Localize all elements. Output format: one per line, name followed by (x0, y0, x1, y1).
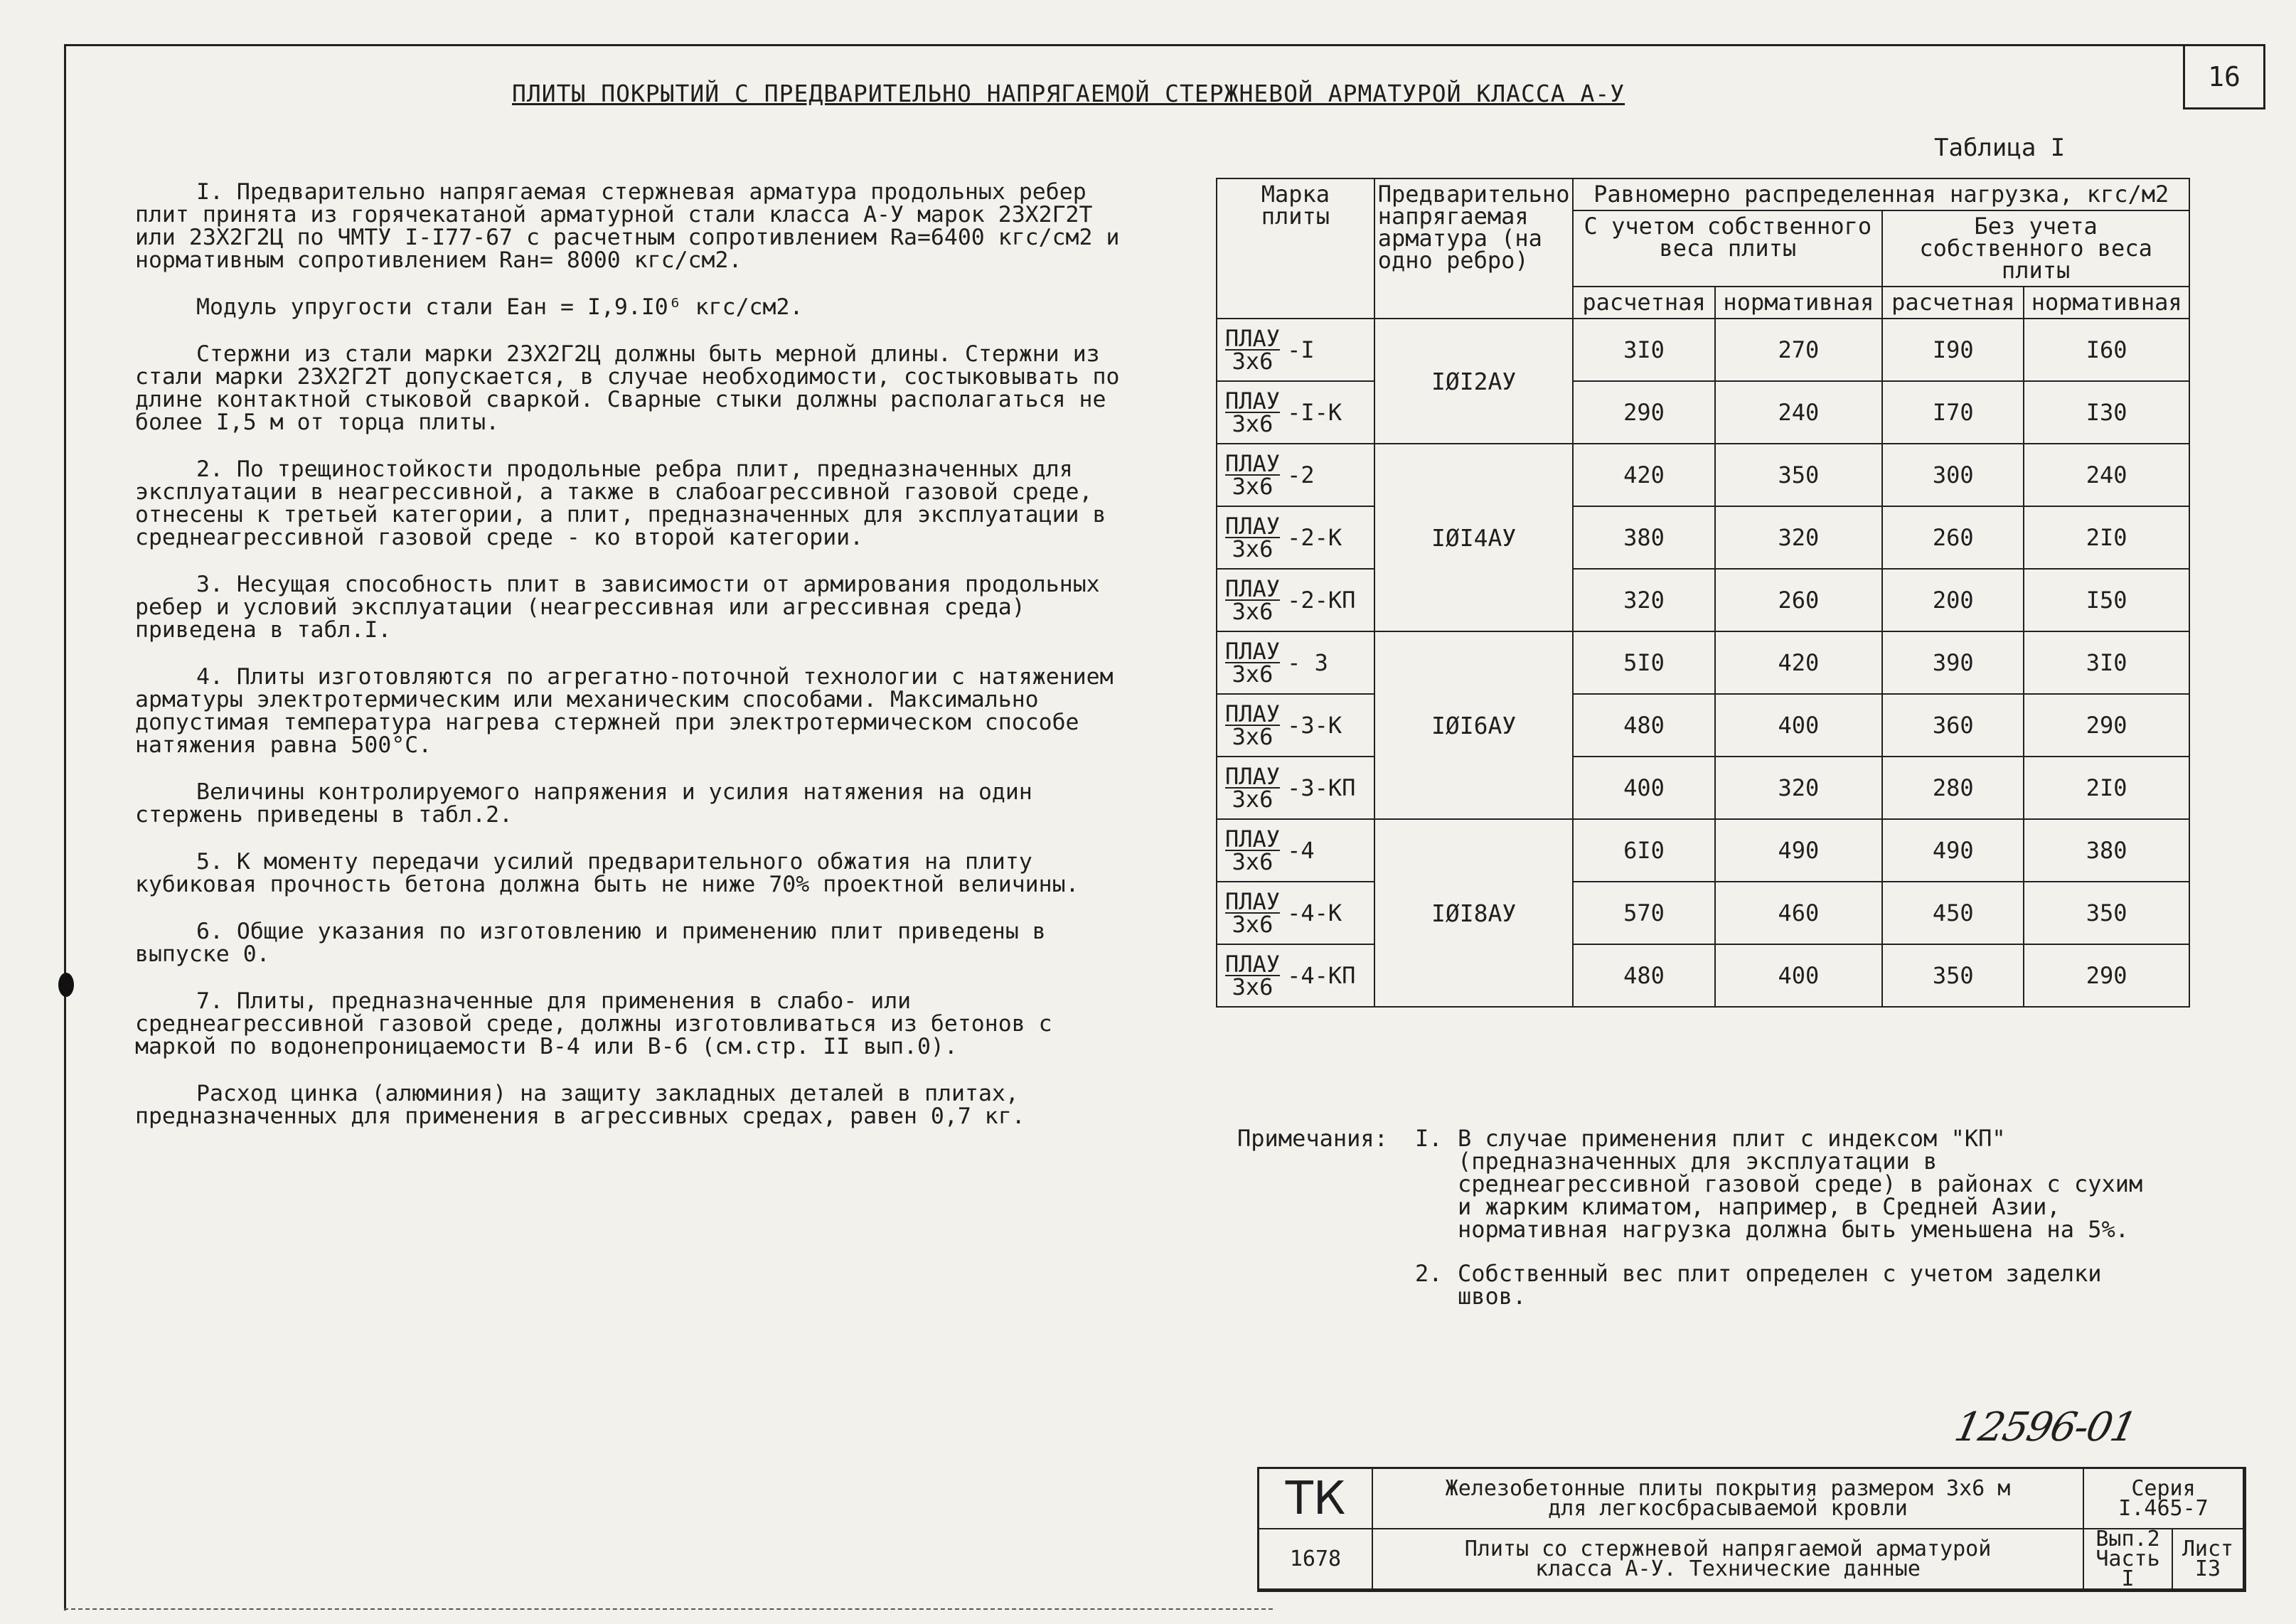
table-row (1217, 381, 2189, 444)
header-calc-2: расчетная (1882, 287, 2024, 319)
cell-calc-with-weight: 5I0 (1573, 631, 1714, 694)
cell-calc-without-weight: 360 (1882, 694, 2024, 757)
table-row (1217, 757, 2189, 819)
mark-suffix: -I (1287, 336, 1315, 363)
table-row (1217, 819, 2189, 882)
stamp-code: 1678 (1259, 1529, 1373, 1590)
mark-suffix: -4-КП (1287, 962, 1356, 989)
cell-mark (1217, 444, 1374, 506)
mark-denominator: 3х6 (1232, 473, 1274, 500)
cell-mark (1217, 882, 1374, 944)
note-1-text: В случае применения плит с индексом "КП" (предназначенных для эксплуатации в среднеагрессивной газовой среде) в районах с сухим и жарким климатом, например, в Средней Азии, нормативная нагрузка должна быть уменьшена на 5%. (1458, 1125, 2143, 1243)
header-norm-2: нормативная (2024, 287, 2189, 319)
title-block (1257, 1467, 2246, 1592)
header-load: Равномерно распределенная нагрузка, кгс/м2 (1573, 178, 2189, 210)
cell-calc-with-weight: 420 (1573, 444, 1714, 506)
paragraph-modulus: Модуль упругости стали Eан = I,9.I0⁶ кгс/см2. (196, 294, 803, 320)
stamp-series: Серия I.465-7 (2084, 1469, 2244, 1529)
cell-norm-with-weight: 460 (1715, 882, 1883, 944)
table-row (1217, 944, 2189, 1007)
table-row (1217, 444, 2189, 506)
header-without-weight: Без учета собственного веса плиты (1882, 210, 2189, 287)
cell-norm-with-weight: 320 (1715, 757, 1883, 819)
cell-calc-without-weight: I90 (1882, 319, 2024, 381)
note-1-number: I. (1415, 1125, 1443, 1152)
cell-mark (1217, 694, 1374, 757)
cell-norm-with-weight: 350 (1715, 444, 1883, 506)
paragraph-5: 5. К моменту передачи усилий предварительного обжатия на плиту кубиковая прочность бетона должна быть не ниже 70% проектной величины. (135, 849, 1079, 897)
cell-calc-with-weight: 400 (1573, 757, 1714, 819)
table-row (1217, 506, 2189, 569)
mark-denominator: 3х6 (1232, 723, 1274, 750)
mark-denominator: 3х6 (1232, 661, 1274, 688)
notes-heading: Примечания: (1237, 1125, 1388, 1152)
mark-denominator: 3х6 (1232, 786, 1274, 813)
mark-suffix: -2-КП (1287, 587, 1356, 614)
paragraph-3: 3. Несущая способность плит в зависимости от армирования продольных ребер и условий эксплуатации (неагрессивная или агрессивная среда) приведена в табл.I. (135, 572, 1100, 643)
paragraph-zinc: Расход цинка (алюминия) на защиту закладных деталей в плитах, предназначенных для применения в агрессивных средах, равен 0,7 кг. (135, 1081, 1025, 1129)
cell-norm-without-weight: 2I0 (2024, 757, 2189, 819)
cell-mark (1217, 506, 1374, 569)
cell-calc-with-weight: 480 (1573, 694, 1714, 757)
cell-calc-without-weight: 450 (1882, 882, 2024, 944)
cell-norm-without-weight: 350 (2024, 882, 2189, 944)
header-norm-1: нормативная (1715, 287, 1883, 319)
cell-mark (1217, 319, 1374, 381)
cell-norm-without-weight: 290 (2024, 944, 2189, 1007)
paragraph-6: 6. Общие указания по изготовлению и применению плит приведены в выпуске 0. (135, 919, 1046, 967)
mark-denominator: 3х6 (1232, 598, 1274, 625)
mark-denominator: 3х6 (1232, 410, 1274, 437)
mark-denominator: 3х6 (1232, 535, 1274, 562)
table-row (1217, 631, 2189, 694)
cell-mark (1217, 944, 1374, 1007)
mark-numerator: ПЛАУ (1225, 826, 1281, 853)
mark-numerator: ПЛАУ (1225, 638, 1281, 665)
cell-calc-with-weight: 3I0 (1573, 319, 1714, 381)
cell-norm-with-weight: 270 (1715, 319, 1883, 381)
frame-bottom-line (64, 1608, 1273, 1610)
stamp-sheet: Лист I3 (2173, 1529, 2244, 1590)
header-mark: Марка плиты (1217, 178, 1374, 319)
cell-norm-with-weight: 320 (1715, 506, 1883, 569)
load-table (1216, 178, 2190, 1008)
mark-numerator: ПЛАУ (1225, 450, 1281, 477)
cell-mark (1217, 381, 1374, 444)
mark-suffix: -3-КП (1287, 774, 1356, 801)
cell-reinforcement: IØI4АУ (1374, 444, 1574, 631)
mark-numerator: ПЛАУ (1225, 700, 1281, 727)
cell-norm-without-weight: I50 (2024, 569, 2189, 631)
cell-calc-with-weight: 290 (1573, 381, 1714, 444)
cell-norm-without-weight: 290 (2024, 694, 2189, 757)
cell-calc-without-weight: 350 (1882, 944, 2024, 1007)
page-number: 16 (2183, 44, 2265, 109)
stamp-description-1: Железобетонные плиты покрытия размером 3х6 м для легкосбрасываемой кровли (1373, 1469, 2084, 1529)
table-row (1217, 694, 2189, 757)
cell-reinforcement: IØI8АУ (1374, 819, 1574, 1007)
cell-norm-without-weight: 240 (2024, 444, 2189, 506)
cell-norm-with-weight: 400 (1715, 944, 1883, 1007)
cell-reinforcement: IØI6АУ (1374, 631, 1574, 819)
paragraph-tension: Величины контролируемого напряжения и усилия натяжения на один стержень приведены в табл.2. (135, 779, 1032, 828)
cell-calc-with-weight: 320 (1573, 569, 1714, 631)
page-title: ПЛИТЫ ПОКРЫТИЙ С ПРЕДВАРИТЕЛЬНО НАПРЯГАЕМОЙ СТЕРЖНЕВОЙ АРМАТУРОЙ КЛАССА А-У (512, 80, 1625, 107)
mark-denominator: 3х6 (1232, 973, 1274, 1000)
cell-calc-without-weight: 390 (1882, 631, 2024, 694)
header-calc-1: расчетная (1573, 287, 1714, 319)
cell-calc-with-weight: 480 (1573, 944, 1714, 1007)
mark-suffix: -2 (1287, 461, 1315, 488)
note-2-text: Собственный вес плит определен с учетом заделки швов. (1458, 1260, 2102, 1310)
cell-norm-with-weight: 240 (1715, 381, 1883, 444)
mark-numerator: ПЛАУ (1225, 575, 1281, 602)
table-caption: Таблица I (1934, 134, 2066, 162)
cell-norm-with-weight: 490 (1715, 819, 1883, 882)
mark-suffix: -4 (1287, 837, 1315, 864)
header-with-weight: С учетом собственного веса плиты (1573, 210, 1882, 287)
cell-norm-with-weight: 260 (1715, 569, 1883, 631)
paragraph-4: 4. Плиты изготовляются по агрегатно-поточной технологии с натяжением арматуры электротермическим или механическим способами. Максимально допустимая температура нагрева стержней при электротермическом способе натяжения равна 500°С. (135, 664, 1114, 758)
mark-suffix: -2-К (1287, 524, 1342, 551)
mark-numerator: ПЛАУ (1225, 325, 1281, 352)
cell-calc-without-weight: 260 (1882, 506, 2024, 569)
cell-calc-without-weight: 280 (1882, 757, 2024, 819)
cell-calc-with-weight: 570 (1573, 882, 1714, 944)
cell-calc-without-weight: 300 (1882, 444, 2024, 506)
cell-norm-without-weight: 3I0 (2024, 631, 2189, 694)
table-row (1217, 882, 2189, 944)
mark-denominator: 3х6 (1232, 911, 1274, 938)
mark-numerator: ПЛАУ (1225, 951, 1281, 978)
stamp-tk: ТК (1259, 1469, 1373, 1529)
paragraph-1: I. Предварительно напрягаемая стержневая арматура продольных ребер плит принята из горячекатаной арматурной стали класса А-У марок 23Х2Г2Т или 23Х2Г2Ц по ЧМТУ I-I77-67 с расчетным сопротивлением Rа=6400 кгс/см2 и нормативным сопротивлением Rан= 8000 кгс/см2. (135, 179, 1120, 273)
cell-mark (1217, 819, 1374, 882)
handwritten-archive-number: 12596-01 (1950, 1404, 2140, 1451)
paragraph-7: 7. Плиты, предназначенные для применения в слабо- или среднеагрессивной газовой среде, должны изготовливаться из бетонов с маркой по водонепроницаемости В-4 или В-6 (см.стр. II вып.0). (135, 988, 1052, 1059)
mark-numerator: ПЛАУ (1225, 763, 1281, 790)
mark-suffix: -4-К (1287, 899, 1342, 926)
cell-norm-with-weight: 420 (1715, 631, 1883, 694)
table-row (1217, 319, 2189, 381)
mark-denominator: 3х6 (1232, 348, 1274, 375)
cell-calc-with-weight: 380 (1573, 506, 1714, 569)
cell-reinforcement: IØI2АУ (1374, 319, 1574, 444)
stamp-description-2: Плиты со стержневой напрягаемой арматурой класса А-У. Технические данные (1373, 1529, 2084, 1590)
mark-numerator: ПЛАУ (1225, 388, 1281, 415)
cell-calc-without-weight: I70 (1882, 381, 2024, 444)
binding-hole-mark (58, 973, 74, 997)
header-reinforcement: Предварительно напрягаемая арматура (на одно ребро) (1374, 178, 1574, 319)
cell-norm-without-weight: 2I0 (2024, 506, 2189, 569)
mark-denominator: 3х6 (1232, 848, 1274, 875)
mark-suffix: -3-К (1287, 712, 1342, 739)
specification-text (135, 181, 1131, 1152)
mark-suffix: - 3 (1287, 649, 1328, 676)
cell-mark (1217, 631, 1374, 694)
stamp-issue: Вып.2 Часть I (2084, 1529, 2173, 1590)
mark-numerator: ПЛАУ (1225, 513, 1281, 540)
paragraph-rods: Стержни из стали марки 23Х2Г2Ц должны быть мерной длины. Стержни из стали марки 23Х2Г2Т допускается, в случае необходимости, состыковывать по длине контактной стыковой сваркой. Сварные стыки должны располагаться не более I,5 м от торца плиты. (135, 341, 1120, 435)
paragraph-2: 2. По трещиностойкости продольные ребра плит, предназначенных для эксплуатации в неагрессивной, а также в слабоагрессивной газовой среде, отнесены к третьей категории, а плит, предназначенных для эксплуатации в среднеагрессивной газовой среде - ко второй категории. (135, 456, 1106, 550)
cell-norm-without-weight: 380 (2024, 819, 2189, 882)
cell-norm-without-weight: I30 (2024, 381, 2189, 444)
cell-calc-with-weight: 6I0 (1573, 819, 1714, 882)
cell-norm-with-weight: 400 (1715, 694, 1883, 757)
cell-calc-without-weight: 200 (1882, 569, 2024, 631)
mark-numerator: ПЛАУ (1225, 888, 1281, 915)
cell-mark (1217, 757, 1374, 819)
cell-norm-without-weight: I60 (2024, 319, 2189, 381)
cell-calc-without-weight: 490 (1882, 819, 2024, 882)
table-row (1217, 569, 2189, 631)
notes (1237, 1127, 2162, 1329)
mark-suffix: -I-К (1287, 399, 1342, 426)
cell-mark (1217, 569, 1374, 631)
note-2-number: 2. (1415, 1260, 1443, 1287)
